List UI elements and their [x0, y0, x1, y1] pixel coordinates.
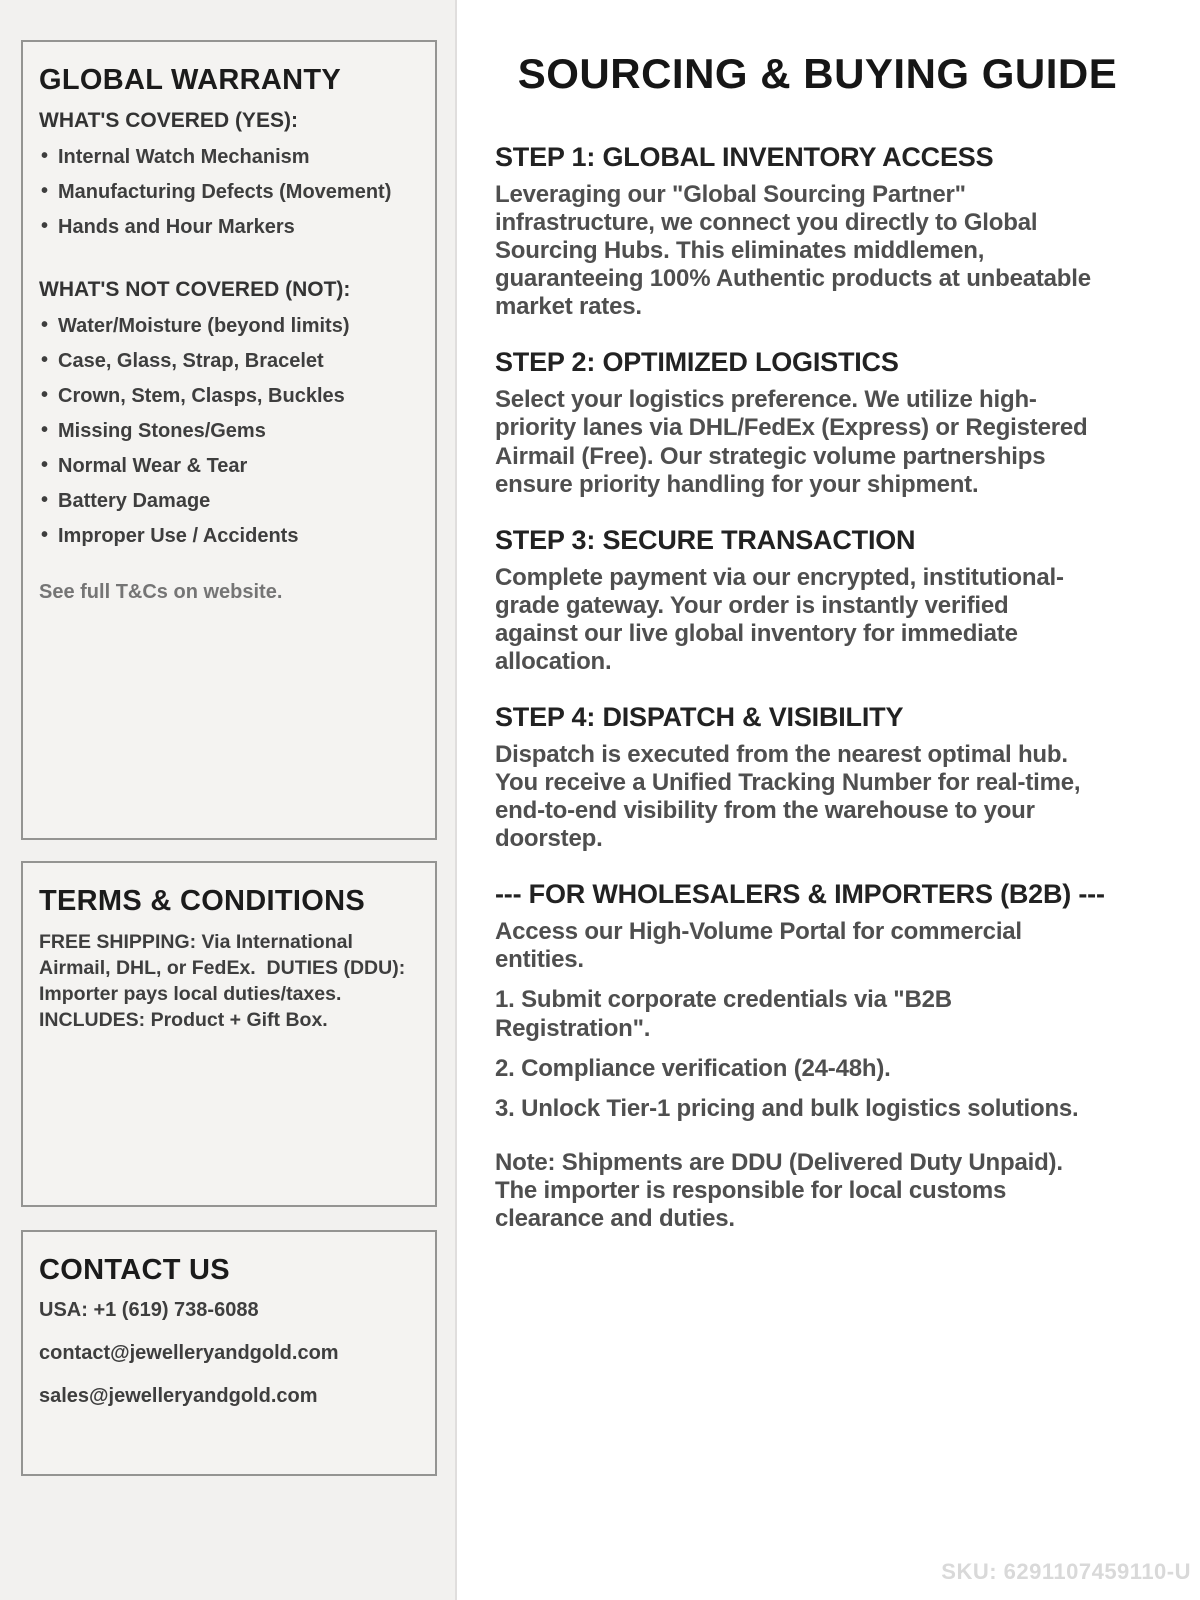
- main-column: [459, 0, 1200, 1600]
- sku-label: SKU: 6291107459110-U: [941, 1559, 1191, 1584]
- list-item: • Case, Glass, Strap, Bracelet: [39, 351, 419, 372]
- sidebar: [0, 0, 457, 1600]
- page-title: SOURCING & BUYING GUIDE: [517, 50, 1118, 97]
- b2b-intro: Access our High-Volume Portal for commercial entities.: [495, 918, 1022, 974]
- list-item: • Battery Damage: [39, 491, 419, 512]
- list-item: • Crown, Stem, Clasps, Buckles: [39, 386, 419, 407]
- list-item: • Water/Moisture (beyond limits): [39, 316, 419, 337]
- b2b-item-3: 3. Unlock Tier-1 pricing and bulk logistics solutions.: [495, 1094, 1079, 1122]
- contact-email-primary: contact@jewelleryandgold.com: [39, 1342, 339, 1364]
- contact-us-panel: [21, 1230, 437, 1476]
- not-covered-list: [39, 316, 419, 547]
- contact-title: CONTACT US: [39, 1254, 230, 1286]
- step-3-heading: STEP 3: SECURE TRANSACTION: [495, 524, 916, 555]
- step-2-section: [495, 347, 1140, 498]
- list-item: • Improper Use / Accidents: [39, 526, 419, 547]
- step-2-heading: STEP 2: OPTIMIZED LOGISTICS: [495, 347, 899, 378]
- step-3-section: [495, 525, 1140, 676]
- step-1-body: Leveraging our "Global Sourcing Partner" infrastructure, we connect you directly to Global Sourcing Hubs. This eliminates middlemen, guaranteeing 100% Authentic products at unbeatable market rates.: [495, 181, 1091, 321]
- covered-heading: WHAT'S COVERED (YES):: [39, 109, 298, 132]
- b2b-item-2: 2. Compliance verification (24-48h).: [495, 1054, 891, 1082]
- step-1-section: [495, 142, 1140, 321]
- step-4-section: [495, 702, 1140, 853]
- not-covered-heading: WHAT'S NOT COVERED (NOT):: [39, 278, 351, 301]
- b2b-section: [495, 879, 1140, 1233]
- step-2-body: Select your logistics preference. We utilize high-priority lanes via DHL/FedEx (Express) or Registered Airmail (Free). Our strategic volume partnerships ensure priority handling for your shipment.: [495, 386, 1088, 498]
- terms-conditions-panel: [21, 861, 437, 1207]
- global-warranty-panel: [21, 40, 437, 840]
- b2b-note: Note: Shipments are DDU (Delivered Duty Unpaid). The importer is responsible for local customs clearance and duties.: [495, 1148, 1063, 1232]
- step-4-heading: STEP 4: DISPATCH & VISIBILITY: [495, 702, 904, 733]
- list-item: • Hands and Hour Markers: [39, 217, 419, 238]
- b2b-item-1: 1. Submit corporate credentials via "B2B Registration".: [495, 986, 952, 1042]
- contact-email-sales: sales@jewelleryandgold.com: [39, 1385, 318, 1407]
- list-item: • Internal Watch Mechanism: [39, 147, 419, 168]
- list-item: • Manufacturing Defects (Movement): [39, 182, 419, 203]
- step-1-heading: STEP 1: GLOBAL INVENTORY ACCESS: [495, 142, 994, 172]
- contact-phone: USA: +1 (619) 738-6088: [39, 1299, 259, 1321]
- terms-title: TERMS & CONDITIONS: [39, 885, 366, 917]
- warranty-title: GLOBAL WARRANTY: [39, 64, 342, 96]
- covered-list: [39, 147, 419, 238]
- step-4-body: Dispatch is executed from the nearest optimal hub. You receive a Unified Tracking Number for real-time, end-to-end visibility from the warehouse to your doorstep.: [495, 741, 1081, 853]
- step-3-body: Complete payment via our encrypted, institutional-grade gateway. Your order is instantly verified against our live global inventory for immediate allocation.: [495, 563, 1064, 675]
- list-item: • Normal Wear & Tear: [39, 456, 419, 477]
- see-full-terms-note: See full T&Cs on website.: [39, 581, 283, 603]
- list-item: • Missing Stones/Gems: [39, 421, 419, 442]
- terms-body: FREE SHIPPING: Via International Airmail, DHL, or FedEx. DUTIES (DDU): Importer pays local duties/taxes. INCLUDES: Product + Gift Box.: [39, 931, 411, 1031]
- b2b-heading: --- FOR WHOLESALERS & IMPORTERS (B2B) ---: [495, 879, 1105, 910]
